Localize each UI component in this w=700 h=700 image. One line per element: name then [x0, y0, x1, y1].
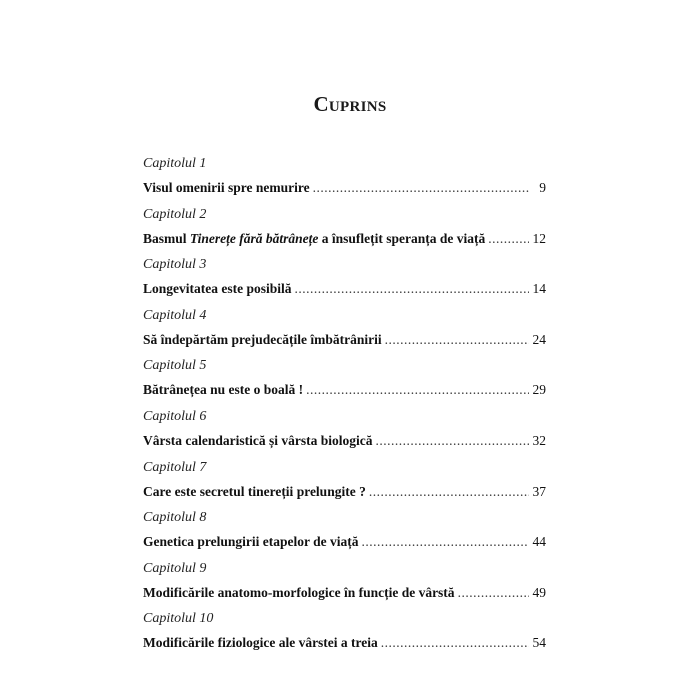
toc-entry: [143, 308, 546, 359]
chapter-title-italic: Tinerețe fără bătrânețe: [189, 230, 319, 246]
page-number: 32: [532, 432, 546, 448]
toc-entry: [143, 358, 546, 409]
chapter-title: Să îndepărtăm prejudecățile îmbătrânirii: [143, 331, 382, 347]
toc-line[interactable]: [143, 179, 546, 197]
toc-entry: [143, 257, 546, 308]
toc-line[interactable]: [143, 280, 546, 298]
page-number: 12: [532, 230, 546, 246]
page-number: 49: [532, 584, 546, 600]
page-number: 24: [532, 331, 546, 347]
toc-line[interactable]: [143, 432, 546, 450]
chapter-title-part: a însuflețit speranța de viață: [318, 230, 486, 246]
chapter-title: Genetica prelungirii etapelor de viață: [143, 534, 359, 550]
dot-leader: [306, 381, 528, 399]
toc-entry: [143, 156, 546, 207]
chapter-label: Capitolul 9: [143, 560, 207, 576]
page-number: 9: [539, 180, 546, 195]
page-title: Cuprins: [313, 92, 387, 116]
chapter-label: Capitolul 6: [143, 408, 207, 424]
toc-entry: [143, 561, 546, 612]
toc-line[interactable]: [143, 483, 546, 501]
page-number: 29: [532, 382, 546, 398]
toc-line[interactable]: [143, 533, 546, 551]
chapter-label: Capitolul 4: [143, 307, 207, 323]
chapter-label: Capitolul 7: [143, 459, 207, 475]
dot-leader: [385, 331, 529, 349]
dot-leader: [295, 280, 529, 298]
dot-leader: [361, 533, 528, 551]
toc-entry: [143, 207, 546, 258]
toc-entry: [143, 510, 546, 561]
page-number: 37: [532, 483, 546, 499]
chapter-title: Longevitatea este posibilă: [143, 281, 292, 297]
chapter-title: Modificările fiziologice ale vârstei a treia: [143, 635, 378, 651]
chapter-label: Capitolul 8: [143, 510, 207, 526]
chapter-label: Capitolul 3: [143, 257, 207, 273]
dot-leader: [375, 432, 528, 450]
dot-leader: [381, 634, 529, 652]
toc-entry: [143, 611, 546, 662]
toc-line[interactable]: [143, 331, 546, 349]
page-number: 44: [532, 534, 546, 550]
dot-leader: [313, 179, 530, 197]
toc-line[interactable]: [143, 230, 546, 248]
table-of-contents: [143, 156, 546, 662]
page-number: 54: [532, 635, 546, 651]
chapter-title: Vârsta calendaristică și vârsta biologică: [143, 432, 373, 448]
chapter-title: Care este secretul tinereții prelungite ?: [143, 483, 366, 499]
toc-line[interactable]: [143, 584, 546, 602]
chapter-title: Bătrânețea nu este o boală !: [143, 382, 304, 398]
toc-line[interactable]: [143, 634, 546, 652]
toc-line[interactable]: [143, 381, 546, 399]
dot-leader: [369, 483, 529, 501]
chapter-title: Visul omenirii spre nemurire: [143, 180, 310, 195]
chapter-title-part: Basmul: [143, 230, 190, 246]
toc-entry: [143, 460, 546, 511]
chapter-label: Capitolul 1: [143, 156, 207, 171]
dot-leader: [488, 230, 528, 248]
page-number: 14: [532, 281, 546, 297]
chapter-label: Capitolul 5: [143, 358, 207, 374]
chapter-title: Modificările anatomo-morfologice în funcție de vârstă: [143, 584, 455, 600]
chapter-label: Capitolul 2: [143, 206, 207, 222]
chapter-label: Capitolul 10: [143, 611, 214, 627]
dot-leader: [458, 584, 529, 602]
toc-entry: [143, 409, 546, 460]
chapter-title: [143, 230, 485, 248]
